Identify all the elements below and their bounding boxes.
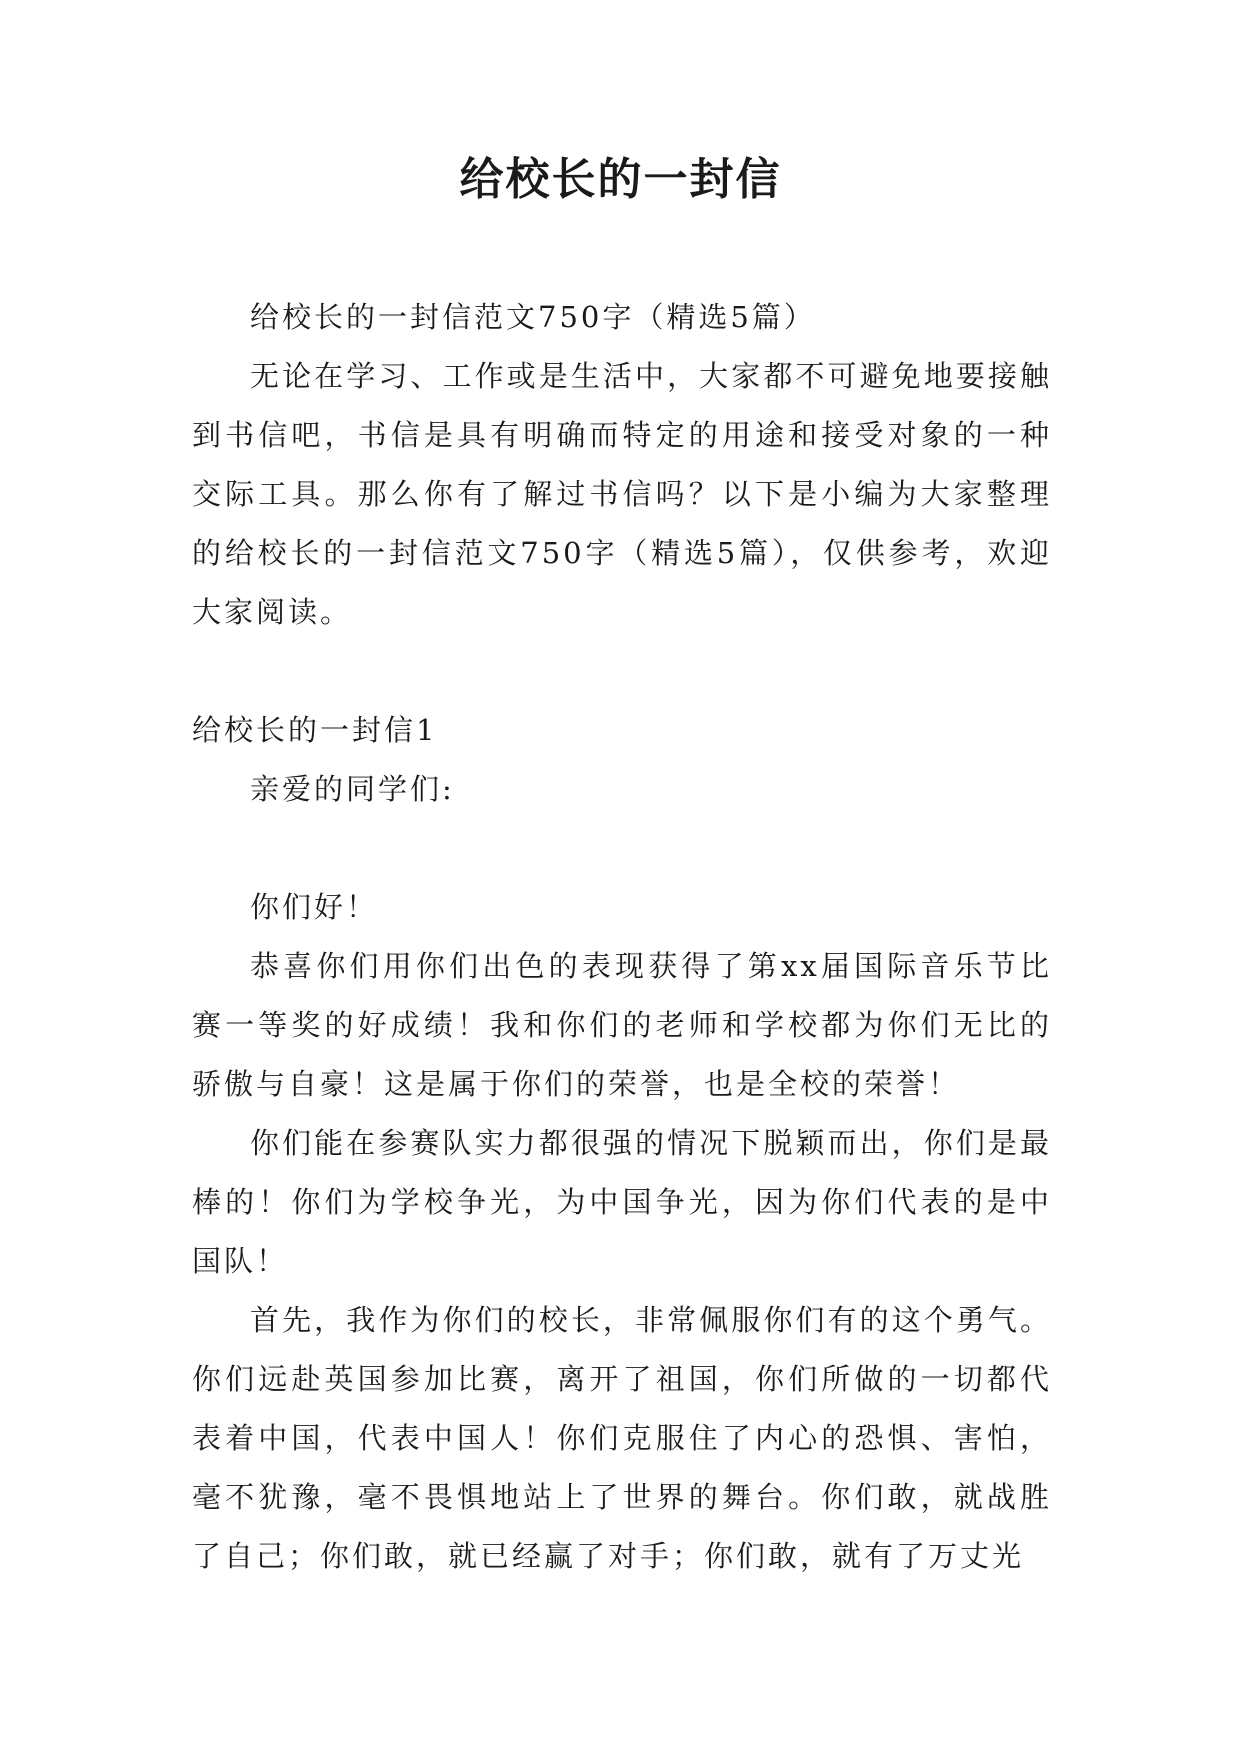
document-body [192, 288, 1052, 1586]
intro-paragraph: 无论在学习、工作或是生活中，大家都不可避免地要接触到书信吧，书信是具有明确而特定的用途和接受对象的一种交际工具。那么你有了解过书信吗？以下是小编为大家整理的给校长的一封信范文750字（精选5篇），仅供参考，欢迎大家阅读。 [192, 359, 1052, 629]
document-title: 给校长的一封信 [459, 154, 782, 205]
letter-heading: 给校长的一封信1 [192, 713, 438, 747]
letter-paragraph: 恭喜你们用你们出色的表现获得了第xx届国际音乐节比赛一等奖的好成绩！我和你们的老师和学校都为你们无比的骄傲与自豪！这是属于你们的荣誉，也是全校的荣誉！ [192, 949, 1052, 1101]
section-spacer [192, 642, 1052, 701]
letter-greeting: 你们好！ [250, 890, 379, 924]
letter-paragraph: 你们能在参赛队实力都很强的情况下脱颖而出，你们是最棒的！你们为学校争光，为中国争光，因为你们代表的是中国队！ [192, 1126, 1052, 1278]
letter-paragraph: 首先，我作为你们的校长，非常佩服你们有的这个勇气。你们远赴英国参加比赛，离开了祖国，你们所做的一切都代表着中国，代表中国人！你们克服住了内心的恐惧、害怕，毫不犹豫，毫不畏惧地站上了世界的舞台。你们敢，就战胜了自己；你们敢，就已经赢了对手；你们敢，就有了万丈光 [192, 1303, 1052, 1573]
intro-subtitle: 给校长的一封信范文750字（精选5篇） [250, 300, 816, 334]
letter-salutation: 亲爱的同学们: [250, 772, 455, 806]
section-spacer [192, 819, 1052, 878]
